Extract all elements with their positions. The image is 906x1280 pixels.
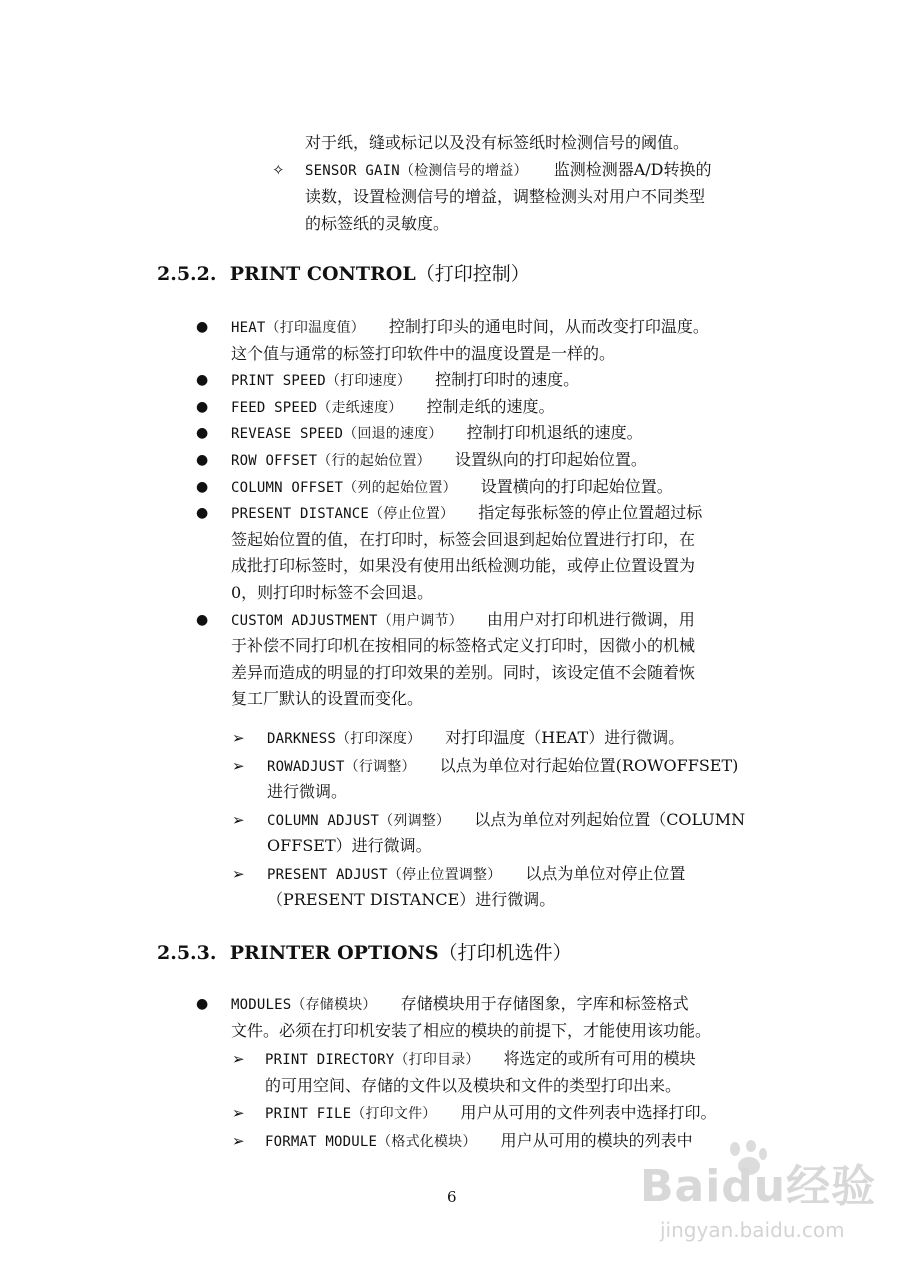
item-desc: 控制打印头的通电时间，从而改变打印温度。 (388, 317, 709, 336)
item-continuation: 差异而造成的明显的打印效果的差别。同时，该设定值不会随着恢 (231, 662, 696, 682)
item-desc: 设置横向的打印起始位置。 (480, 476, 673, 496)
item-continuation: 成批打印标签时，如果没有使用出纸检测功能，或停止位置设置为 (231, 556, 696, 576)
item-continuation: OFFSET）进行微调。 (267, 836, 432, 855)
diamond-bullet-icon: ✧ (272, 161, 285, 179)
bullet-icon: ● (196, 398, 209, 415)
sensor-gain-term: SENSOR GAIN（检测信号的增益） (305, 163, 528, 179)
list-item (231, 422, 643, 445)
list-item (265, 1102, 717, 1125)
item-continuation: 这个值与通常的标签打印软件中的温度设置是一样的。 (231, 343, 616, 363)
item-term: REVEASE SPEED（回退的速度） (231, 426, 443, 443)
bullet-icon: ● (196, 611, 209, 628)
list-item (231, 449, 647, 472)
list-item (267, 863, 685, 886)
arrow-bullet-icon: ➢ (232, 729, 245, 747)
arrow-bullet-icon: ➢ (232, 756, 245, 775)
bullet-icon: ● (196, 319, 209, 335)
item-desc: 对打印温度（HEAT）进行微调。 (445, 728, 685, 747)
item-term: COLUMN ADJUST（列调整） (267, 812, 451, 829)
item-term: PRESENT DISTANCE（停止位置） (231, 506, 455, 523)
item-continuation: 进行微调。 (267, 782, 348, 801)
item-desc: 控制走纸的速度。 (426, 396, 555, 416)
list-item (231, 316, 709, 339)
bullet-icon: ● (196, 372, 209, 389)
item-term: PRESENT ADJUST（停止位置调整） (267, 866, 502, 883)
item-desc: 用户从可用的模块的列表中 (500, 1130, 693, 1150)
list-item (267, 727, 684, 750)
item-term: FEED SPEED（走纸速度） (231, 399, 403, 416)
item-term: HEAT（打印温度值） (231, 320, 365, 336)
baidu-watermark-logo: Baidu经验 (640, 1161, 877, 1212)
item-desc: 用户从可用的文件列表中选择打印。 (460, 1103, 717, 1122)
arrow-bullet-icon: ➢ (232, 1104, 245, 1122)
sensor-text-line: 的标签纸的灵敏度。 (305, 214, 450, 233)
item-desc: 以点为单位对停止位置 (525, 863, 686, 883)
arrow-bullet-icon: ➢ (232, 810, 245, 829)
item-term: COLUMN OFFSET（列的起始位置） (231, 479, 457, 496)
item-term: PRINT FILE（打印文件） (265, 1106, 437, 1122)
section-heading-print-control: 2.5.2. PRINT CONTROL（打印控制） (157, 263, 530, 285)
item-continuation: 于补偿不同打印机在按相同的标签格式定义打印时，因微小的机械 (231, 636, 696, 656)
arrow-bullet-icon: ➢ (232, 864, 245, 883)
item-term: DARKNESS（打印深度） (267, 731, 422, 747)
baidu-watermark-url: jingyan.baidu.com (660, 1218, 845, 1242)
bullet-icon: ● (196, 425, 209, 442)
item-continuation: 0，则打印时标签不会回退。 (231, 583, 434, 602)
bullet-icon: ● (196, 996, 209, 1012)
item-term: CUSTOM ADJUSTMENT（用户调节） (231, 612, 463, 629)
item-continuation: 的可用空间、存储的文件以及模块和文件的类型打印出来。 (265, 1075, 682, 1095)
item-desc: 存储模块用于存储图象，字库和标签格式 (400, 994, 689, 1013)
list-item (267, 755, 738, 778)
item-term: FORMAT MODULE（格式化模块） (265, 1133, 477, 1150)
sensor-text-line: 读数，设置检测信号的增益，调整检测头对用户不同类型 (305, 187, 706, 206)
list-item (231, 502, 702, 525)
bullet-icon: ● (196, 505, 209, 522)
section-heading-printer-options: 2.5.3. PRINTER OPTIONS（打印机选件） (157, 942, 572, 964)
item-desc: 由用户对打印机进行微调，用 (486, 609, 695, 629)
arrow-bullet-icon: ➢ (232, 1131, 245, 1150)
list-item (231, 369, 579, 392)
bullet-icon: ● (196, 478, 209, 495)
item-continuation: 复工厂默认的设置而变化。 (231, 689, 424, 709)
item-term: ROWADJUST（行调整） (267, 758, 416, 775)
list-item (231, 609, 695, 632)
item-term: MODULES（存储模块） (231, 997, 377, 1013)
item-desc: 以点为单位对行起始位置(ROWOFFSET) (439, 755, 739, 775)
item-desc: 设置纵向的打印起始位置。 (454, 450, 647, 469)
sensor-gain-desc: 监测检测器A/D转换的 (553, 160, 712, 179)
item-desc: 指定每张标签的停止位置超过标 (478, 503, 703, 523)
item-term: ROW OFFSET（行的起始位置） (231, 453, 431, 469)
item-term: PRINT SPEED（打印速度） (231, 373, 412, 390)
list-item (265, 1048, 696, 1071)
list-item (267, 809, 745, 832)
bullet-icon: ● (196, 452, 209, 468)
item-desc: 将选定的或所有可用的模块 (503, 1049, 696, 1068)
item-desc: 以点为单位对列起始位置（COLUMN (474, 809, 746, 829)
list-item (265, 1130, 693, 1153)
page-number: 6 (447, 1188, 457, 1206)
item-desc: 控制打印时的速度。 (435, 370, 580, 390)
sensor-gain-line (305, 159, 712, 182)
sensor-text-line: 对于纸，缝或标记以及没有标签纸时检测信号的阈值。 (305, 133, 690, 152)
item-term: PRINT DIRECTORY（打印目录） (265, 1052, 480, 1068)
list-item (231, 476, 673, 499)
item-continuation: 签起始位置的值，在打印时，标签会回退到起始位置进行打印，在 (231, 529, 696, 549)
list-item (231, 396, 555, 419)
list-item (231, 993, 689, 1016)
arrow-bullet-icon: ➢ (232, 1050, 245, 1068)
item-continuation: 文件。必须在打印机安装了相应的模块的前提下，才能使用该功能。 (231, 1020, 712, 1040)
item-continuation: （PRESENT DISTANCE）进行微调。 (267, 890, 556, 909)
item-desc: 控制打印机退纸的速度。 (466, 423, 643, 443)
